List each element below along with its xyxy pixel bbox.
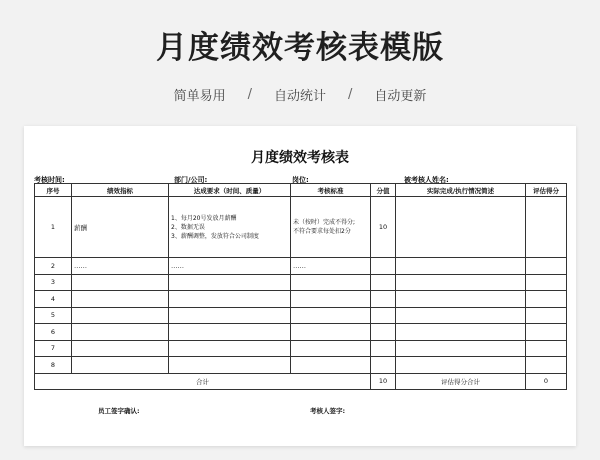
- employee-signature-label: 员工签字确认:: [98, 407, 140, 415]
- post-label: 岗位:: [292, 176, 309, 184]
- row-number: 3: [35, 274, 72, 291]
- period-label: 考核时间:: [34, 176, 65, 184]
- score-cell: 10: [371, 197, 396, 258]
- total-score: 10: [371, 373, 396, 389]
- col-header: 绩效指标: [72, 184, 169, 197]
- actual-cell: [396, 197, 526, 258]
- score-cell: [371, 274, 396, 291]
- row-number: 1: [35, 197, 72, 258]
- total-label: 合计: [35, 373, 371, 389]
- requirement-line: 2、数据无误: [171, 223, 205, 231]
- standard-cell: [291, 274, 371, 291]
- row-number: 8: [35, 357, 72, 374]
- indicator-cell: [72, 291, 169, 308]
- requirement-cell: [169, 324, 291, 341]
- indicator-cell: 薪酬: [72, 197, 169, 258]
- actual-cell: [396, 291, 526, 308]
- indicator-cell: [72, 274, 169, 291]
- requirement-cell: [169, 357, 291, 374]
- standard-line: 不符合要求每处扣2分: [293, 228, 351, 235]
- standard-cell: [291, 197, 371, 258]
- actual-cell: [396, 340, 526, 357]
- row-number: 2: [35, 258, 72, 275]
- requirement-cell: [169, 197, 291, 258]
- score-cell: [371, 291, 396, 308]
- score-cell: [371, 258, 396, 275]
- col-header: 序号: [35, 184, 72, 197]
- indicator-cell: ……: [72, 258, 169, 275]
- requirement-cell: ……: [169, 258, 291, 275]
- sheet-title: 月度绩效考核表: [251, 150, 349, 166]
- eval-cell: [526, 258, 567, 275]
- table-row: [35, 340, 567, 357]
- person-label: 被考核人姓名:: [404, 176, 449, 184]
- score-cell: [371, 340, 396, 357]
- eval-cell: [526, 291, 567, 308]
- sheet-preview: [24, 126, 576, 446]
- table-row: [35, 324, 567, 341]
- table-row: [35, 357, 567, 374]
- col-header: 评估得分: [526, 184, 567, 197]
- feature-auto-update: 自动更新: [374, 89, 427, 104]
- table-header-row: [35, 184, 567, 197]
- actual-cell: [396, 274, 526, 291]
- separator: /: [247, 87, 252, 102]
- standard-line: 未（按时）完成不得分;: [293, 219, 356, 226]
- requirement-cell: [169, 291, 291, 308]
- eval-total-value: 0: [526, 373, 567, 389]
- reviewer-signature-label: 考核人签字:: [310, 407, 346, 415]
- eval-total-label: 评估得分合计: [396, 373, 526, 389]
- page-title: 月度绩效考核表模版: [156, 30, 444, 66]
- eval-cell: [526, 307, 567, 324]
- col-header: 分值: [371, 184, 396, 197]
- actual-cell: [396, 324, 526, 341]
- table-row: [35, 274, 567, 291]
- table-row: [35, 307, 567, 324]
- eval-cell: [526, 197, 567, 258]
- eval-cell: [526, 274, 567, 291]
- requirement-cell: [169, 340, 291, 357]
- col-header: 达成要求（时间、质量）: [169, 184, 291, 197]
- row-number: 7: [35, 340, 72, 357]
- standard-cell: ……: [291, 258, 371, 275]
- requirement-cell: [169, 307, 291, 324]
- row-number: 4: [35, 291, 72, 308]
- separator: /: [348, 87, 353, 102]
- feature-tagline: [0, 85, 600, 104]
- eval-cell: [526, 340, 567, 357]
- standard-cell: [291, 357, 371, 374]
- standard-cell: [291, 291, 371, 308]
- requirement-line: 3、薪酬调整，发放符合公司制度: [171, 232, 259, 240]
- table-row: [35, 197, 567, 258]
- actual-cell: [396, 357, 526, 374]
- indicator-cell: [72, 357, 169, 374]
- total-row: [35, 373, 567, 389]
- standard-cell: [291, 307, 371, 324]
- eval-cell: [526, 324, 567, 341]
- score-cell: [371, 307, 396, 324]
- row-number: 6: [35, 324, 72, 341]
- table-row: [35, 291, 567, 308]
- col-header: 实际完成/执行情况简述: [396, 184, 526, 197]
- col-header: 考核标准: [291, 184, 371, 197]
- score-cell: [371, 324, 396, 341]
- actual-cell: [396, 307, 526, 324]
- actual-cell: [396, 258, 526, 275]
- eval-cell: [526, 357, 567, 374]
- standard-cell: [291, 324, 371, 341]
- feature-auto-stats: 自动统计: [273, 89, 326, 104]
- indicator-cell: [72, 340, 169, 357]
- requirement-line: 1、每月20号发放月薪酬: [171, 214, 237, 222]
- feature-easy: 简单易用: [173, 89, 226, 104]
- score-cell: [371, 357, 396, 374]
- requirement-cell: [169, 274, 291, 291]
- indicator-cell: [72, 324, 169, 341]
- appraisal-table: [34, 183, 567, 390]
- dept-label: 部门/公司:: [174, 176, 208, 184]
- table-row: [35, 258, 567, 275]
- row-number: 5: [35, 307, 72, 324]
- standard-cell: [291, 340, 371, 357]
- indicator-cell: [72, 307, 169, 324]
